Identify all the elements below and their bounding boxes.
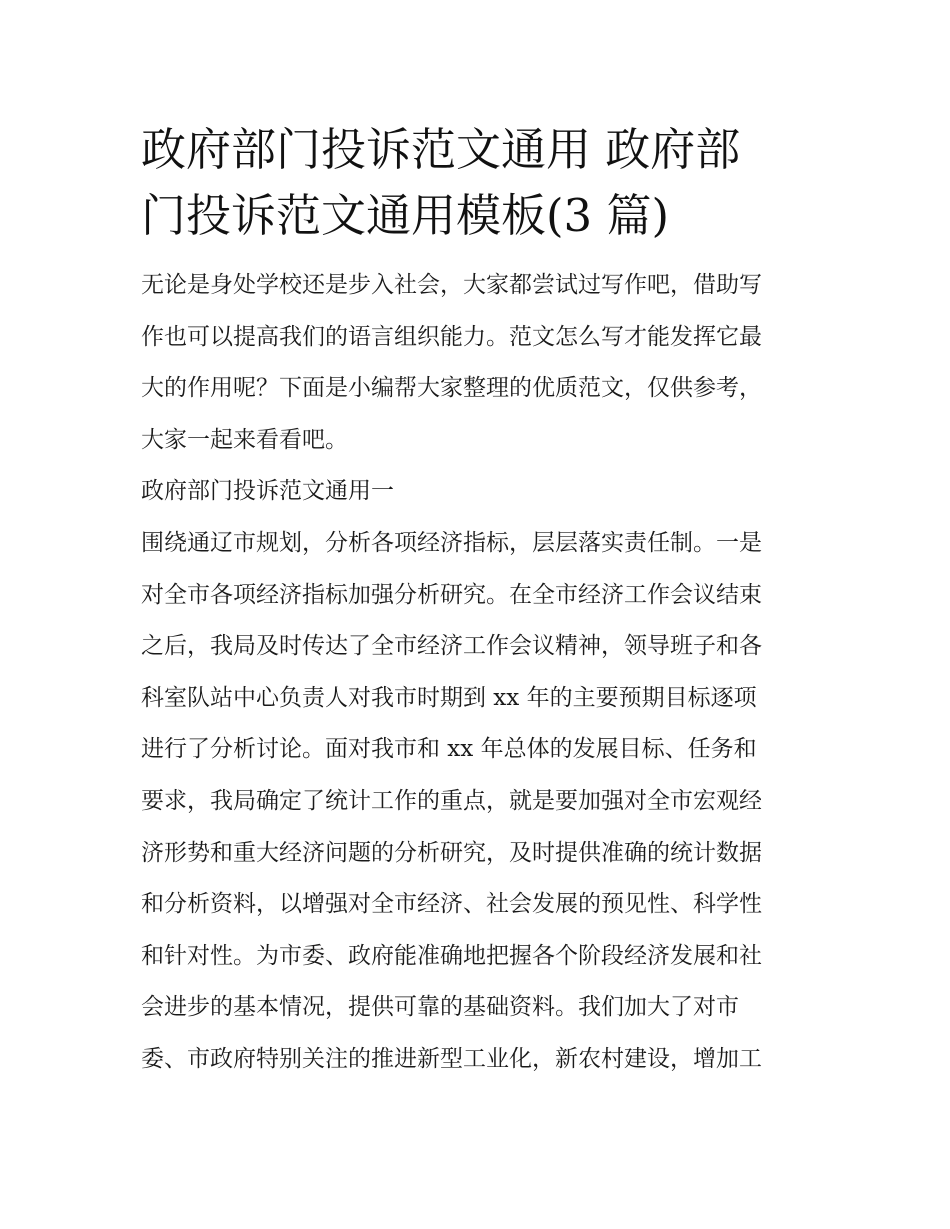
section-line: 之后，我局及时传达了全市经济工作会议精神，领导班子和各: [141, 633, 762, 660]
document-page: [141, 118, 813, 1086]
intro-line: 无论是身处学校还是步入社会，大家都尝试过写作吧，借助写: [141, 272, 762, 298]
intro-line: 作也可以提高我们的语言组织能力。范文怎么写才能发挥它最: [141, 323, 762, 350]
section-line: 围绕通辽市规划，分析各项经济指标，层层落实责任制。一是: [141, 529, 762, 556]
section-line: 对全市各项经济指标加强分析研究。在全市经济工作会议结束: [141, 581, 762, 608]
section-line: 和针对性。为市委、政府能准确地把握各个阶段经济发展和社: [141, 942, 762, 969]
section-line: 要求，我局确定了统计工作的重点，就是要加强对全市宏观经: [141, 787, 762, 814]
document-body: [141, 260, 813, 1086]
section-line: 和分析资料，以增强对全市经济、社会发展的预见性、科学性: [141, 891, 762, 918]
intro-line: 大家一起来看看吧。: [141, 426, 348, 453]
intro-line: 大的作用呢？下面是小编帮大家整理的优质范文，仅供参考，: [141, 375, 762, 402]
section-line: 进行了分析讨论。面对我市和 xx 年总体的发展目标、任务和: [141, 736, 757, 763]
section-heading: 政府部门投诉范文通用一: [141, 478, 394, 505]
title-line-1: 政府部门投诉范文通用 政府部: [141, 123, 741, 176]
section-line: 科室队站中心负责人对我市时期到 xx 年的主要预期目标逐项: [141, 684, 757, 711]
document-title: [141, 118, 813, 248]
section-line: 会进步的基本情况，提供可靠的基础资料。我们加大了对市: [141, 994, 739, 1021]
section-line: 委、市政府特别关注的推进新型工业化，新农村建设，增加工: [141, 1045, 762, 1072]
section-paragraph: [141, 518, 813, 1086]
intro-paragraph: [141, 260, 813, 466]
section-line: 济形势和重大经济问题的分析研究，及时提供准确的统计数据: [141, 839, 762, 866]
title-line-2: 门投诉范文通用模板(3 篇): [141, 189, 670, 242]
